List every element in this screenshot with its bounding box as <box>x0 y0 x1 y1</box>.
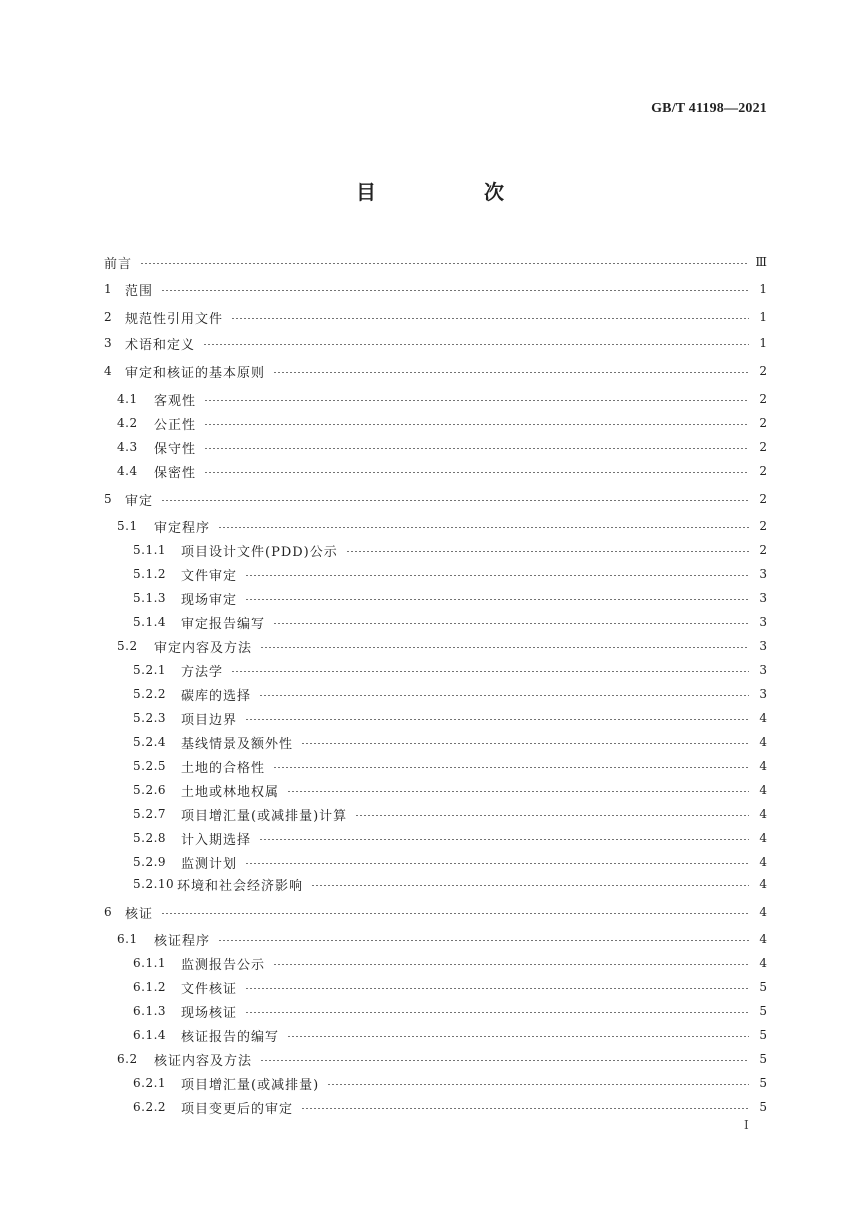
toc-entry-page: 2 <box>759 543 767 557</box>
toc-entry-label: 项目变更后的审定 <box>181 1101 294 1117</box>
dot-leader <box>161 902 749 922</box>
toc-entry-number: 5.2.6 <box>133 783 167 797</box>
toc-entry-page: 3 <box>759 615 767 629</box>
toc-entry-number: 1 <box>104 282 113 296</box>
toc-entry[interactable] <box>117 1049 767 1069</box>
toc-entry-page: 2 <box>759 519 767 533</box>
dot-leader <box>273 953 749 973</box>
toc-entry[interactable] <box>133 977 767 997</box>
toc-entry-label: 审定程序 <box>154 520 211 536</box>
toc-entry-page: 2 <box>759 392 767 406</box>
toc-entry-page: 4 <box>759 831 767 845</box>
dot-leader <box>218 516 749 536</box>
toc-entry-page: 3 <box>759 591 767 605</box>
dot-leader <box>355 804 749 824</box>
toc-entry-page: 4 <box>759 932 767 946</box>
toc-entry[interactable] <box>133 684 767 704</box>
toc-entry[interactable] <box>104 252 767 272</box>
toc-entry-label: 核证 <box>125 906 154 922</box>
toc-entry-label: 监测报告公示 <box>181 957 266 973</box>
toc-entry-number: 5.2.10 <box>133 877 175 891</box>
toc-entry-number: 6.1.4 <box>133 1028 167 1042</box>
dot-leader <box>260 636 749 656</box>
page-title: 目 次 <box>356 180 548 204</box>
dot-leader <box>161 279 749 299</box>
toc-entry-label: 项目设计文件(PDD)公示 <box>181 544 338 560</box>
toc-entry-label: 核证报告的编写 <box>181 1029 280 1045</box>
toc-entry[interactable] <box>117 461 767 481</box>
toc-entry-page: 3 <box>759 663 767 677</box>
toc-entry[interactable] <box>104 902 767 922</box>
toc-entry-page: 1 <box>759 336 767 350</box>
toc-entry-page: 1 <box>759 310 767 324</box>
toc-entry[interactable] <box>133 540 767 560</box>
toc-entry-number: 6.1.1 <box>133 956 167 970</box>
dot-leader <box>204 413 749 433</box>
toc-entry-label: 规范性引用文件 <box>125 311 224 327</box>
toc-entry[interactable] <box>117 929 767 949</box>
dot-leader <box>287 780 749 800</box>
toc-entry-label: 核证内容及方法 <box>154 1053 253 1069</box>
toc-entry-page: 4 <box>759 807 767 821</box>
toc-entry-page: 3 <box>759 687 767 701</box>
toc-entry-number: 6.1 <box>117 932 138 946</box>
dot-leader <box>273 361 749 381</box>
dot-leader <box>260 1049 749 1069</box>
toc-entry-page: 5 <box>759 1028 767 1042</box>
toc-entry-number: 5.2.2 <box>133 687 167 701</box>
toc-entry-number: 6.2 <box>117 1052 138 1066</box>
toc-entry-label: 公正性 <box>154 417 197 433</box>
toc-entry-label: 土地的合格性 <box>181 760 266 776</box>
dot-leader <box>273 756 749 776</box>
toc-entry-page: 4 <box>759 735 767 749</box>
dot-leader <box>231 660 749 680</box>
toc-entry-number: 6.1.2 <box>133 980 167 994</box>
toc-entry[interactable] <box>133 1097 767 1117</box>
dot-leader <box>245 977 749 997</box>
toc-entry-page: 5 <box>759 1052 767 1066</box>
dot-leader <box>204 437 749 457</box>
toc-entry-page: 4 <box>759 877 767 891</box>
dot-leader <box>245 852 749 872</box>
toc-entry-page: 4 <box>759 783 767 797</box>
toc-entry-label: 前言 <box>104 256 133 272</box>
toc-entry[interactable] <box>117 413 767 433</box>
dot-leader <box>287 1025 749 1045</box>
toc-entry-number: 5.1.2 <box>133 567 167 581</box>
dot-leader <box>245 1001 749 1021</box>
toc-entry-label: 项目增汇量(或减排量)计算 <box>181 808 348 824</box>
dot-leader <box>140 252 749 272</box>
toc-entry[interactable] <box>133 852 767 872</box>
toc-entry-number: 4.3 <box>117 440 138 454</box>
toc-entry-label: 文件核证 <box>181 981 238 997</box>
dot-leader <box>245 564 749 584</box>
toc-entry-label: 文件审定 <box>181 568 238 584</box>
toc-entry-number: 4.1 <box>117 392 138 406</box>
toc-entry[interactable] <box>104 333 767 353</box>
toc-entry[interactable] <box>104 489 767 509</box>
toc-entry-number: 2 <box>104 310 113 324</box>
toc-entry-number: 6.2.1 <box>133 1076 167 1090</box>
toc-entry-number: 6.1.3 <box>133 1004 167 1018</box>
toc-entry-label: 审定 <box>125 493 154 509</box>
toc-entry[interactable] <box>133 780 767 800</box>
toc-entry-page: 2 <box>759 464 767 478</box>
toc-entry-label: 审定和核证的基本原则 <box>125 365 266 381</box>
toc-entry-page: 4 <box>759 711 767 725</box>
toc-entry-label: 范围 <box>125 283 154 299</box>
toc-entry-number: 6.2.2 <box>133 1100 167 1114</box>
toc-entry-number: 6 <box>104 905 113 919</box>
toc-entry-label: 审定报告编写 <box>181 616 266 632</box>
toc-entry-label: 审定内容及方法 <box>154 640 253 656</box>
toc-entry[interactable] <box>133 828 767 848</box>
toc-entry[interactable] <box>117 636 767 656</box>
dot-leader <box>301 732 749 752</box>
toc-entry-page: 3 <box>759 639 767 653</box>
toc-entry-page: 2 <box>759 440 767 454</box>
toc-entry-page: 2 <box>759 416 767 430</box>
dot-leader <box>346 540 749 560</box>
dot-leader <box>245 708 749 728</box>
toc-entry-number: 5.2.7 <box>133 807 167 821</box>
toc-entry[interactable] <box>104 279 767 299</box>
toc-entry-page: 4 <box>759 759 767 773</box>
toc-entry-label: 现场核证 <box>181 1005 238 1021</box>
toc-entry[interactable] <box>133 660 767 680</box>
toc-entry[interactable] <box>133 732 767 752</box>
toc-entry-label: 方法学 <box>181 664 224 680</box>
dot-leader <box>203 333 749 353</box>
toc-entry-page: 2 <box>759 364 767 378</box>
toc-entry-label: 保密性 <box>154 465 197 481</box>
dot-leader <box>204 389 749 409</box>
standard-code: GB/T 41198—2021 <box>651 101 767 116</box>
toc-entry[interactable] <box>133 804 767 824</box>
dot-leader <box>259 828 749 848</box>
dot-leader <box>301 1097 749 1117</box>
toc-entry-number: 5.2.1 <box>133 663 167 677</box>
toc-entry-number: 5.2 <box>117 639 138 653</box>
toc-entry-page: 4 <box>759 905 767 919</box>
toc-entry[interactable] <box>133 874 767 894</box>
toc-entry-label: 基线情景及额外性 <box>181 736 294 752</box>
toc-entry-number: 5.2.3 <box>133 711 167 725</box>
toc-entry[interactable] <box>117 516 767 536</box>
toc-entry-page: 1 <box>759 282 767 296</box>
toc-entry-label: 土地或林地权属 <box>181 784 280 800</box>
toc-entry-page: 5 <box>759 1100 767 1114</box>
toc-entry-label: 保守性 <box>154 441 197 457</box>
toc-entry-number: 4.2 <box>117 416 138 430</box>
dot-leader <box>231 307 749 327</box>
toc-entry-page: Ⅲ <box>755 255 767 269</box>
toc-entry-number: 4 <box>104 364 113 378</box>
toc-entry[interactable] <box>133 1001 767 1021</box>
dot-leader <box>204 461 749 481</box>
dot-leader <box>311 874 749 894</box>
toc-entry-number: 5.1.3 <box>133 591 167 605</box>
toc-entry-number: 5.2.9 <box>133 855 167 869</box>
toc-entry-label: 环境和社会经济影响 <box>177 878 304 894</box>
toc-entry-label: 计入期选择 <box>181 832 252 848</box>
toc-entry[interactable] <box>133 564 767 584</box>
toc-entry[interactable] <box>117 437 767 457</box>
dot-leader <box>161 489 749 509</box>
toc-entry-label: 客观性 <box>154 393 197 409</box>
page-number: Ⅰ <box>744 1118 749 1132</box>
toc-entry-page: 5 <box>759 980 767 994</box>
toc-entry-number: 5 <box>104 492 113 506</box>
toc-entry-page: 5 <box>759 1004 767 1018</box>
toc-entry-label: 术语和定义 <box>125 337 196 353</box>
toc-entry[interactable] <box>133 953 767 973</box>
toc-entry-label: 碳库的选择 <box>181 688 252 704</box>
toc-entry-page: 5 <box>759 1076 767 1090</box>
toc-entry-label: 监测计划 <box>181 856 238 872</box>
toc-entry[interactable] <box>117 389 767 409</box>
toc-entry[interactable] <box>133 756 767 776</box>
dot-leader <box>327 1073 749 1093</box>
toc-entry[interactable] <box>133 708 767 728</box>
dot-leader <box>218 929 749 949</box>
toc-entry-number: 4.4 <box>117 464 138 478</box>
toc-entry-number: 5.1 <box>117 519 138 533</box>
toc-entry-number: 5.1.1 <box>133 543 167 557</box>
toc-entry[interactable] <box>133 612 767 632</box>
toc-entry-number: 5.2.4 <box>133 735 167 749</box>
toc-entry[interactable] <box>133 1025 767 1045</box>
toc-entry-page: 3 <box>759 567 767 581</box>
toc-entry-label: 项目增汇量(或减排量) <box>181 1077 320 1093</box>
toc-entry-number: 5.2.8 <box>133 831 167 845</box>
dot-leader <box>259 684 749 704</box>
toc-entry[interactable] <box>133 1073 767 1093</box>
toc-entry-page: 4 <box>759 956 767 970</box>
toc-entry-number: 5.2.5 <box>133 759 167 773</box>
toc-entry-number: 5.1.4 <box>133 615 167 629</box>
toc-entry-page: 2 <box>759 492 767 506</box>
toc-entry-page: 4 <box>759 855 767 869</box>
toc-entry[interactable] <box>104 307 767 327</box>
toc-entry[interactable] <box>104 361 767 381</box>
dot-leader <box>273 612 749 632</box>
dot-leader <box>245 588 749 608</box>
toc-entry-label: 现场审定 <box>181 592 238 608</box>
toc-entry-number: 3 <box>104 336 113 350</box>
toc-entry[interactable] <box>133 588 767 608</box>
toc-entry-label: 项目边界 <box>181 712 238 728</box>
toc-entry-label: 核证程序 <box>154 933 211 949</box>
